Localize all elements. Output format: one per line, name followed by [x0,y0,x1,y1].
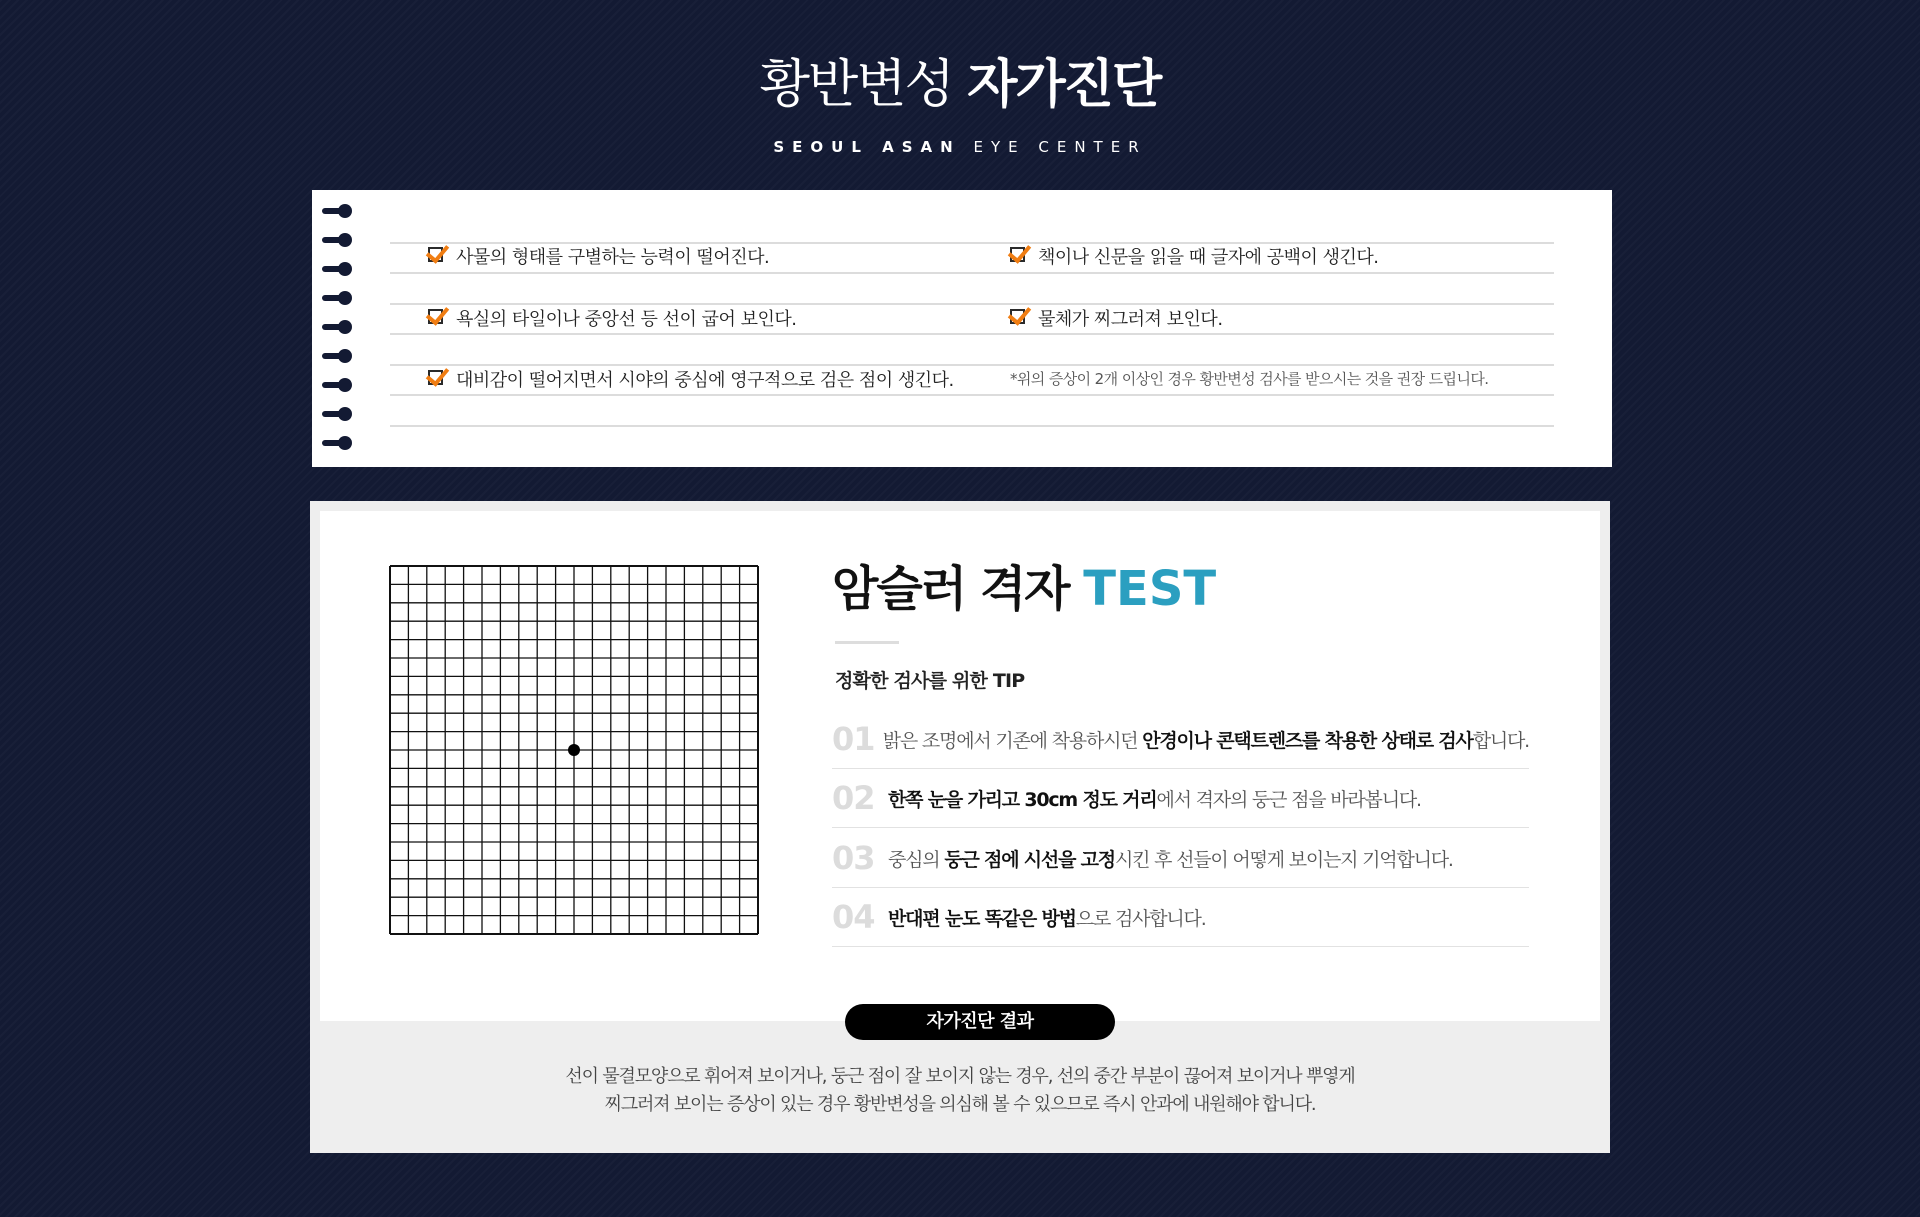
spiral-ring [322,233,352,247]
tip-text: 밝은 조명에서 기존에 착용하시던 안경이나 콘택트렌즈를 착용한 상태로 검사합니다. [882,729,1529,752]
page-header [0,52,1920,156]
page-title [0,52,1920,118]
result-line: 찌그러져 보이는 증상이 있는 경우 황반변성을 의심해 볼 수 있으므로 즉시 안과에 내원해야 합니다. [604,1094,1316,1115]
checkmark-icon [1010,309,1025,324]
checklist-item-label: 사물의 형태를 구별하는 능력이 떨어진다. [456,247,770,268]
spiral-ring [322,320,352,334]
title-bold: 자가진단 [967,55,1161,115]
checklist-item-label: 물체가 찌그러져 보인다. [1038,309,1223,330]
tip-row [832,710,1529,769]
checklist-item-label: 욕실의 타일이나 중앙선 등 선이 굽어 보인다. [456,309,797,330]
subtitle-brand: SEOUL ASAN [773,138,961,156]
tip-number: 03 [832,839,875,877]
checklist-item [1010,243,1379,269]
page-subtitle [0,138,1920,156]
checkmark-icon [428,309,443,324]
spiral-ring [322,204,352,218]
amsler-grid [388,564,760,940]
result-line: 선이 물결모양으로 휘어져 보이거나, 둥근 점이 잘 보이지 않는 경우, 선의 중간 부분이 끊어져 보이거나 뿌옇게 [565,1066,1355,1087]
tip-number: 04 [832,898,875,936]
spiral-ring [322,291,352,305]
spiral-ring [322,407,352,421]
checklist-item-label: 대비감이 떨어지면서 시야의 중심에 영구적으로 검은 점이 생긴다. [456,370,954,391]
tip-heading: 정확한 검사를 위한 TIP [835,670,1025,692]
note-rule [390,272,1554,274]
tip-number: 02 [832,779,875,817]
tip-text: 반대편 눈도 똑같은 방법으로 검사합니다. [888,907,1206,930]
checklist-item [428,305,797,331]
subtitle-center: EYE CENTER [973,138,1147,156]
tip-text: 중심의 둥근 점에 시선을 고정시킨 후 선들이 어떻게 보이는지 기억합니다. [888,848,1453,871]
result-description [310,1063,1610,1119]
symptom-checklist [312,190,1612,467]
checklist-note: *위의 증상이 2개 이상인 경우 황반변성 검사를 받으시는 것을 권장 드립니다. [1010,370,1489,388]
checklist-item [428,243,769,269]
center-dot [568,744,580,756]
test-title-main: 암슬러 격자 [832,561,1069,617]
result-badge: 자가진단 결과 [845,1004,1115,1040]
spiral-ring [322,262,352,276]
checklist-item-label: 책이나 신문을 읽을 때 글자에 공백이 생긴다. [1038,247,1379,268]
checklist-item [1010,305,1223,331]
test-title-accent: TEST [1083,561,1217,617]
note-rule [390,333,1554,335]
spiral-ring [322,349,352,363]
spiral-binding [322,204,352,454]
amsler-grid-image [388,564,760,936]
checkmark-icon [428,247,443,262]
spiral-ring [322,378,352,392]
checkmark-icon [1010,247,1025,262]
title-light: 황반변성 [759,55,953,115]
test-title [832,556,1216,622]
checkmark-icon [428,370,443,385]
spiral-ring [322,436,352,450]
note-rule [390,425,1554,427]
tip-row [832,829,1529,888]
note-rule [390,394,1554,396]
tip-row [832,769,1529,828]
tip-row [832,888,1529,947]
checklist-item [428,366,954,392]
tip-text: 한쪽 눈을 가리고 30cm 정도 거리에서 격자의 둥근 점을 바라봅니다. [888,788,1421,811]
title-divider [835,641,899,644]
tip-number: 01 [832,720,875,758]
